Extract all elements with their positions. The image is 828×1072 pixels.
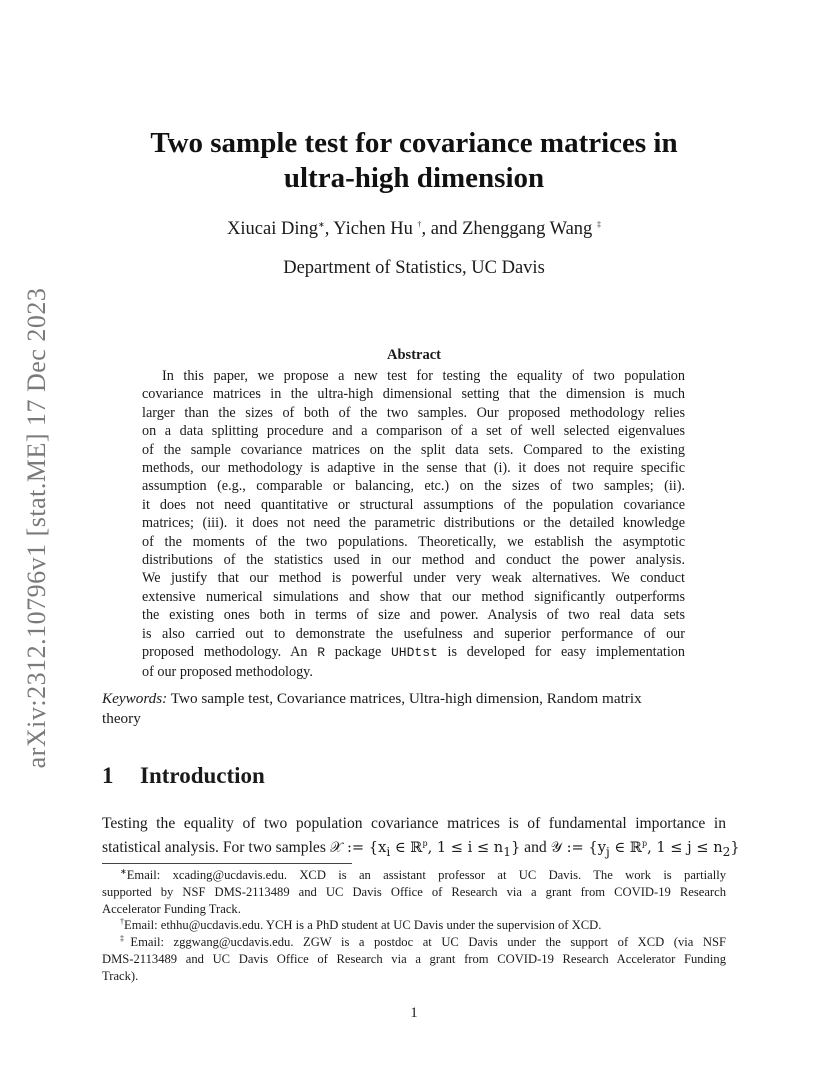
math-part: , 1 ≤ i ≤ n — [427, 839, 504, 856]
footnote-line — [102, 934, 726, 951]
abstract-line: extensive numerical simulations and show that our method significantly outperforms — [142, 588, 685, 605]
intro-text: and — [520, 839, 551, 856]
footnote-line: Accelerator Funding Track. — [102, 901, 241, 916]
abstract-line: of the sample covariance matrices on the split data sets. Compared to the existing — [142, 441, 685, 458]
math-part: ∈ ℝ — [390, 839, 423, 856]
affiliation: Department of Statistics, UC Davis — [283, 258, 545, 278]
footnote-line — [102, 867, 726, 884]
footnote-mark: ∗ — [120, 866, 127, 876]
keywords-text: Two sample test, Covariance matrices, Ultra-high dimension, Random matrix — [167, 690, 642, 707]
intro-line-math — [102, 836, 740, 864]
author-3: , and Zhenggang Wang — [421, 219, 597, 239]
math-part: , 1 ≤ j ≤ n — [647, 839, 723, 856]
r-language-label: R — [317, 645, 326, 661]
math-sup: p — [641, 839, 648, 849]
footnote-text: Email: zggwang@ucdavis.edu. ZGW is a postdoc at UC Davis under the support of XCD (via NSF — [130, 935, 726, 949]
math-part: 𝒳 := {x — [329, 839, 387, 856]
abstract-line: methods, our methodology is adaptive in the sense that (i). it does not require specific — [142, 460, 685, 477]
abstract-line: distributions of the statistics used in our method and conduct the power analysis. — [142, 552, 685, 569]
keywords-label: Keywords: — [102, 690, 168, 707]
abstract-line: is also carried out to demonstrate the usefulness and superior performance of our — [142, 625, 685, 642]
intro-line: Testing the equality of two population covariance matrices is of fundamental importance in — [102, 815, 726, 832]
math-part: } — [730, 839, 740, 856]
abstract-line: In this paper, we propose a new test for testing the equality of two population — [162, 368, 685, 384]
math-sup: p — [422, 839, 428, 849]
abstract-body — [142, 367, 685, 681]
footnote-line: DMS-2113489 and UC Davis Office of Research via a grant from COVID-19 Research Accelerator Funding — [102, 951, 726, 966]
author-list — [0, 219, 828, 240]
keywords-text-2: theory — [102, 710, 141, 727]
abstract-line: covariance matrices in the ultra-high dimensional setting that the dimension is much — [142, 386, 685, 403]
abstract-text: package — [325, 644, 391, 661]
footnote-mark: † — [120, 916, 124, 926]
footnote-line — [102, 917, 726, 934]
footnote-mark-2: † — [417, 219, 422, 229]
page-number: 1 — [410, 1005, 418, 1021]
abstract-heading: Abstract — [387, 347, 441, 363]
author-2: , Yichen Hu — [324, 219, 418, 239]
author-1: Xiucai Ding — [227, 219, 318, 239]
footnote-rule — [102, 863, 352, 864]
footnote-line: supported by NSF DMS-2113489 and UC Davis Office of Research via a grant from COVID-19 Research — [102, 884, 726, 899]
section-title: Introduction — [140, 763, 265, 788]
paper-title — [0, 126, 828, 196]
abstract-line: of the moments of the two populations. Theoretically, we establish the asymptotic — [142, 533, 685, 550]
intro-text: statistical analysis. For two samples — [102, 839, 330, 856]
math-sub: 2 — [722, 844, 731, 859]
title-line-1: Two sample test for covariance matrices in — [150, 127, 678, 159]
abstract-text: is developed for easy implementation — [437, 644, 685, 661]
footnote-1 — [102, 867, 726, 917]
title-line-2: ultra-high dimension — [283, 162, 545, 194]
intro-paragraph — [102, 812, 740, 864]
section-number: 1 — [102, 763, 114, 788]
abstract-line: it does not need quantitative or structural assumptions of the population covariance — [142, 496, 685, 513]
math-set-x — [329, 839, 521, 859]
footnote-2 — [102, 917, 726, 934]
footnote-mark-1: ∗ — [317, 219, 325, 229]
arxiv-stamp: arXiv:2312.10796v1 [stat.ME] 17 Dec 2023 — [22, 287, 51, 769]
abstract-line: larger than the sizes of both of the two samples. Our proposed methodology relies — [142, 404, 685, 421]
footnote-text: Email: xcading@ucdavis.edu. XCD is an assistant professor at UC Davis. The work is partially — [126, 868, 726, 882]
abstract-line: assumption (e.g., comparable or balancing, etc.) on the sizes of two samples; (ii). — [142, 478, 685, 495]
math-part: ∈ ℝ — [609, 839, 642, 856]
abstract-text: proposed methodology. An — [142, 644, 318, 661]
keywords — [102, 689, 726, 729]
abstract-line: matrices; (iii). it does not need the parametric distributions or the detailed knowledge — [142, 515, 685, 532]
footnote-3 — [102, 934, 726, 984]
abstract-line: of our proposed methodology. — [142, 663, 313, 680]
abstract-line-package — [142, 643, 685, 662]
math-part: } — [510, 839, 521, 856]
package-name: UHDtst — [390, 645, 438, 661]
math-sub: j — [605, 844, 610, 859]
math-sub: i — [386, 844, 391, 859]
math-part: 𝒴 := {y — [550, 839, 606, 856]
footnote-line: Track). — [102, 968, 139, 983]
math-set-y — [550, 839, 740, 859]
footnote-mark: ‡ — [120, 933, 131, 943]
footnote-mark-3: ‡ — [596, 219, 601, 229]
abstract-line: We justify that our method is powerful under very weak alternatives. We conduct — [142, 570, 685, 587]
math-sub: 1 — [503, 844, 511, 859]
footnote-text: Email: ethhu@ucdavis.edu. YCH is a PhD student at UC Davis under the supervision of XCD. — [124, 918, 602, 932]
abstract-line: the existing ones both in terms of size and power. Analysis of two real data sets — [142, 607, 685, 624]
section-heading — [102, 763, 265, 789]
abstract-line: on a data splitting procedure and a comparison of a set of well selected eigenvalues — [142, 423, 685, 440]
